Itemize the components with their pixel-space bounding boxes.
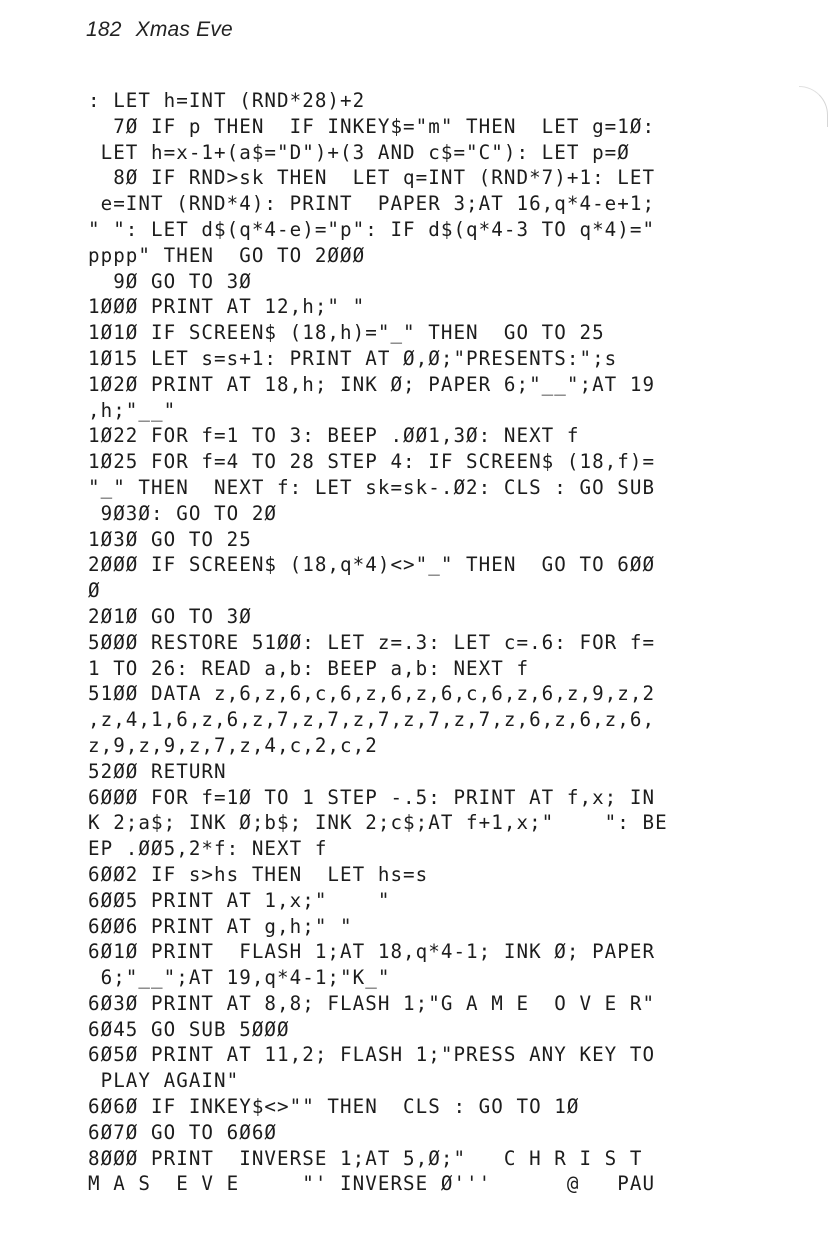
code-line: EP .ØØ5,2*f: NEXT f [88, 837, 328, 861]
code-line: pppp" THEN GO TO 2ØØØ [88, 243, 366, 267]
code-line: K 2;a$; INK Ø;b$; INK 2;c$;AT f+1,x;" ": BE [88, 811, 668, 835]
code-line: 1Ø2Ø PRINT AT 18,h; INK Ø; PAPER 6;"__";AT 19 [88, 372, 656, 396]
code-line: 52ØØ RETURN [88, 759, 227, 783]
code-line: 7Ø IF p THEN IF INKEY$="m" THEN LET g=1Ø: [88, 114, 656, 138]
code-line: PLAY AGAIN" [88, 1069, 240, 1093]
code-line: LET h=x-1+(a$="D")+(3 AND c$="C"): LET p=Ø [88, 140, 630, 164]
code-line: "_" THEN NEXT f: LET sk=sk-.Ø2: CLS : GO SUB [88, 475, 656, 499]
code-line: 6Ø1Ø PRINT FLASH 1;AT 18,q*4-1; INK Ø; PAPER [88, 940, 656, 964]
code-line: 1Ø1Ø IF SCREEN$ (18,h)="_" THEN GO TO 25 [88, 321, 605, 345]
code-line: " ": LET d$(q*4-e)="p": IF d$(q*4-3 TO q*4)=" [88, 217, 656, 241]
code-line: 1Ø22 FOR f=1 TO 3: BEEP .ØØ1,3Ø: NEXT f [88, 424, 580, 448]
code-line: 51ØØ DATA z,6,z,6,c,6,z,6,z,6,c,6,z,6,z,9,z,2 [88, 682, 656, 706]
code-line: z,9,z,9,z,7,z,4,c,2,c,2 [88, 733, 378, 757]
code-line: 6ØØØ FOR f=1Ø TO 1 STEP -.5: PRINT AT f,x; IN [88, 785, 656, 809]
code-line: M A S E V E "' INVERSE Ø''' @ PAU [88, 1172, 656, 1196]
code-line: : LET h=INT (RND*28)+2 [88, 89, 366, 112]
code-line: Ø [88, 579, 101, 603]
code-line: 1Ø3Ø GO TO 25 [88, 527, 252, 551]
code-line: 6Ø3Ø PRINT AT 8,8; FLASH 1;"G A M E O V E R" [88, 991, 656, 1015]
code-line: ,h;"__" [88, 398, 177, 422]
code-line: 8Ø IF RND>sk THEN LET q=INT (RND*7)+1: LET [88, 166, 656, 190]
page-number: 182 [86, 18, 122, 41]
code-line: 5ØØØ RESTORE 51ØØ: LET z=.3: LET c=.6: FOR f= [88, 630, 656, 654]
code-line: 6Ø45 GO SUB 5ØØØ [88, 1017, 290, 1041]
code-line: 2ØØØ IF SCREEN$ (18,q*4)<>"_" THEN GO TO 6ØØ [88, 553, 656, 577]
code-line: 9Ø GO TO 3Ø [88, 269, 252, 293]
code-line: 6ØØ5 PRINT AT 1,x;" " [88, 888, 391, 912]
code-line: 1ØØØ PRINT AT 12,h;" " [88, 295, 366, 319]
running-header [86, 18, 233, 42]
code-line: ,z,4,1,6,z,6,z,7,z,7,z,7,z,7,z,7,z,6,z,6,z,6, [88, 708, 656, 732]
chapter-title: Xmas Eve [135, 18, 233, 41]
code-line: 1 TO 26: READ a,b: BEEP a,b: NEXT f [88, 656, 530, 680]
code-line: 6Ø5Ø PRINT AT 11,2; FLASH 1;"PRESS ANY KEY TO [88, 1043, 656, 1067]
basic-program-listing [88, 88, 778, 1197]
code-line: 6;"__";AT 19,q*4-1;"K_" [88, 966, 391, 990]
code-line: 8ØØØ PRINT INVERSE 1;AT 5,Ø;" C H R I S T [88, 1146, 643, 1170]
code-line: 2Ø1Ø GO TO 3Ø [88, 604, 252, 628]
code-line: 6ØØ2 IF s>hs THEN LET hs=s [88, 862, 429, 886]
code-line: 6Ø6Ø IF INKEY$<>"" THEN CLS : GO TO 1Ø [88, 1095, 580, 1119]
code-line: 1Ø25 FOR f=4 TO 28 STEP 4: IF SCREEN$ (18,f)= [88, 450, 656, 474]
page-edge-mark [799, 86, 828, 127]
code-line: 1Ø15 LET s=s+1: PRINT AT Ø,Ø;"PRESENTS:";s [88, 346, 618, 370]
code-line: e=INT (RND*4): PRINT PAPER 3;AT 16,q*4-e+1; [88, 192, 656, 216]
code-line: 6Ø7Ø GO TO 6Ø6Ø [88, 1120, 278, 1144]
code-line: 9Ø3Ø: GO TO 2Ø [88, 501, 278, 525]
code-line: 6ØØ6 PRINT AT g,h;" " [88, 914, 353, 938]
